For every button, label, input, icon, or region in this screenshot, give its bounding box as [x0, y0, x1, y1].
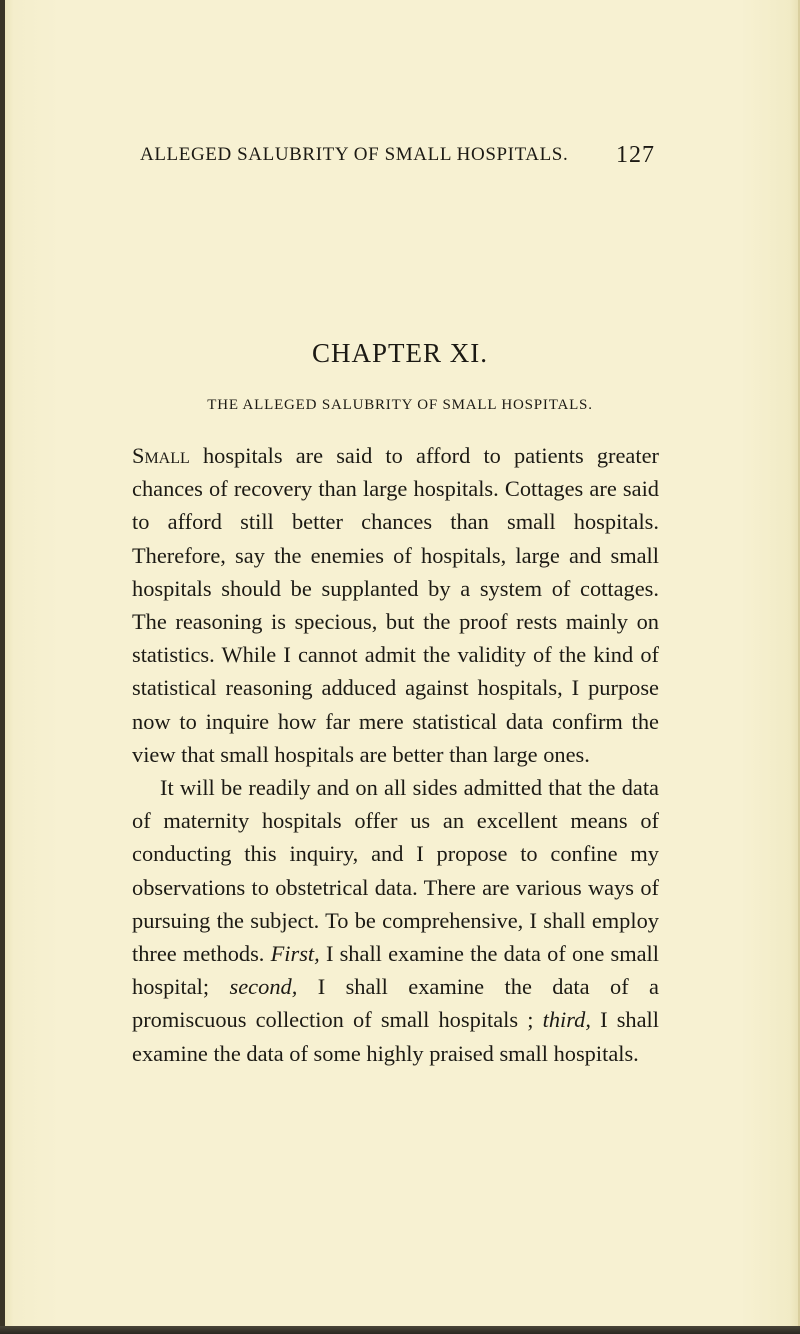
paragraph-1: [132, 439, 659, 771]
paragraph-2-text: It will be readily and on all sides admitted that the data of maternity hospitals offer us an excellent means of conducting this inquiry, and I propose to confine my observations to obstetrical data. There are various ways of pursuing the subject. To be comprehensive, I shall employ three methods.: [132, 775, 659, 967]
paragraph-2-text: I shall examine the data of a promiscuous collection of small hospitals ;: [132, 974, 659, 1033]
paragraph-2-text: I shall examine the data of some highly praised small hospitals.: [132, 1007, 659, 1066]
binding-edge: [0, 0, 5, 1334]
page-bottom-edge: [0, 1326, 800, 1334]
chapter-title: CHAPTER XI.: [311, 338, 488, 368]
emphasis-third: third,: [542, 1007, 591, 1033]
paragraph-1-text: hospitals are said to afford to patients greater chances of recovery than large hospitals. Cottages are said to afford still better chances than small hospitals. Therefore, say the enemies of hospitals, large and small hospitals should be supplanted by a system of cottages. The reasoning is specious, but the proof rests mainly on statistics. While I cannot admit the validity of the kind of statistical reasoning adduced against hospitals, I purpose now to inquire how far mere statistical data confirm the view that small hospitals are better than large ones.: [132, 443, 659, 767]
chapter-subtitle: THE ALLEGED SALUBRITY OF SMALL HOSPITALS.: [207, 397, 593, 413]
running-header: [140, 142, 655, 172]
page-number: 127: [616, 142, 655, 168]
opening-word: Small: [132, 443, 190, 468]
emphasis-first: First,: [270, 941, 320, 967]
paragraph-2-text: I shall examine the data of one small hospital;: [132, 941, 659, 1000]
emphasis-second: second,: [229, 974, 298, 1000]
running-title: ALLEGED SALUBRITY OF SMALL HOSPITALS.: [140, 144, 569, 165]
paragraph-2: [132, 771, 659, 1070]
body-text: [132, 439, 659, 1070]
